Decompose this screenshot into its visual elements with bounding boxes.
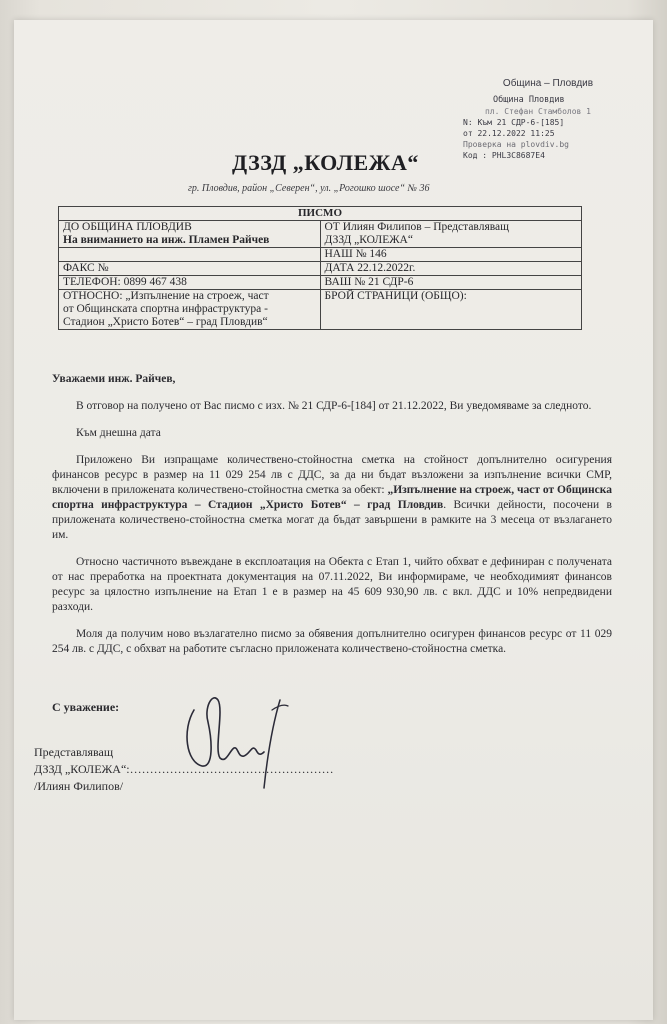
paragraph-text: . Всички дейности, посочени в приложената количествено-стойностна сметка могат да бъдат завършени в рамките на 3 месеца от възлагането им. — [52, 499, 612, 541]
signatory-name: /Илиян Филипов/ — [34, 779, 124, 793]
paragraph — [52, 453, 612, 543]
stamp-line: Община Пловдив — [493, 95, 565, 105]
stamp-line: Проверка на plovdiv.bg — [463, 140, 569, 149]
subject-line: ОТНОСНО: „Изпълнение на строеж, част — [63, 290, 269, 302]
stamp-line: N: Към 21 СДР-6-[185] — [463, 118, 565, 127]
signatory-role: Представляващ — [34, 745, 114, 759]
stamp-line: от 22.12.2022 11:25 — [463, 129, 555, 138]
signature-dots: …………………………………………… — [129, 762, 334, 776]
subject-cell — [59, 290, 321, 330]
pages-cell: БРОЙ СТРАНИЦИ (ОБЩО): — [320, 290, 582, 330]
letter-header-table — [58, 206, 582, 330]
recipient-attention: На вниманието на инж. Пламен Райчев — [63, 234, 270, 246]
our-number: НАШ № 146 — [320, 248, 582, 262]
stamp-line: пл. Стефан Стамболов 1 — [485, 107, 591, 116]
subject-line: от Общинската спортна инфраструктура - — [63, 303, 268, 315]
closing: С уважение: — [52, 700, 120, 714]
stamp-line: Код : PHL3C8687E4 — [463, 151, 545, 160]
company-address: гр. Пловдив, район „Северен“, ул. „Рогошко шосе“ № 36 — [188, 183, 430, 194]
date-cell: ДАТА 22.12.2022г. — [320, 262, 582, 276]
your-number: ВАШ № 21 СДР-6 — [320, 276, 582, 290]
company-title: ДЗЗД „КОЛЕЖА“ — [232, 150, 419, 175]
sender-company: ДЗЗД „КОЛЕЖА“ — [324, 234, 413, 246]
recipient-line: ДО ОБЩИНА ПЛОВДИВ — [63, 221, 192, 233]
paragraph: Моля да получим ново възлагателно писмо за обявения допълнително осигурен финансов ресурс от 11 029 254 лв. с ДДС, с обхват на работите съгласно приложената количествено-стойностна сметка. — [52, 628, 612, 655]
signatory-company: ДЗЗД „КОЛЕЖА“: — [34, 762, 130, 776]
object-name: „Изпълнение на строеж, част от Общинска спортна инфраструктура – Стадион „Христо Ботев“ – град Пловдив — [52, 484, 612, 511]
stamp-municipality: Община – Пловдив — [502, 78, 594, 89]
handwritten-signature — [172, 670, 302, 790]
letter-body — [52, 372, 612, 669]
registration-stamp — [463, 78, 633, 161]
greeting: Уважаеми инж. Райчев, — [52, 373, 176, 385]
table-caption: ПИСМО — [59, 207, 582, 221]
phone-cell: ТЕЛЕФОН: 0899 467 438 — [59, 276, 321, 290]
paragraph: Към днешна дата — [76, 427, 161, 439]
recipient-cell — [59, 221, 321, 248]
subject-line: Стадион „Христо Ботев“ – град Пловдив“ — [63, 316, 268, 328]
sender-line: ОТ Илиян Филипов – Представляващ — [324, 221, 509, 233]
fax-cell: ФАКС № — [59, 262, 321, 276]
paragraph-text: Приложено Ви изпращаме количествено-стойностна сметка на стойност допълнително осигурения финансов ресурс в размер на 11 029 254 лв с ДДС, за да ни бъдат възложени за изпълнение всички СМР, включени в приложената количествено-стойностна сметка за обект: — [52, 454, 612, 496]
empty-cell — [59, 248, 321, 262]
paragraph: Относно частичното въвеждане в експлоатация на Обекта с Етап 1, чийто обхват е дефиниран с получената от нас преработка на проектната документация на 07.11.2022, Ви информираме, че необходимият финансов ресурс за цялостно изпълнение на Етап 1 е в размер на 45 609 930,90 лв. с вкл. ДДС и 10% непредвидени разходи. — [52, 556, 612, 613]
sender-cell — [320, 221, 582, 248]
paragraph: В отговор на получено от Вас писмо с изх. № 21 СДР-6-[184] от 21.12.2022, Ви уведомяваме за следното. — [76, 400, 592, 412]
